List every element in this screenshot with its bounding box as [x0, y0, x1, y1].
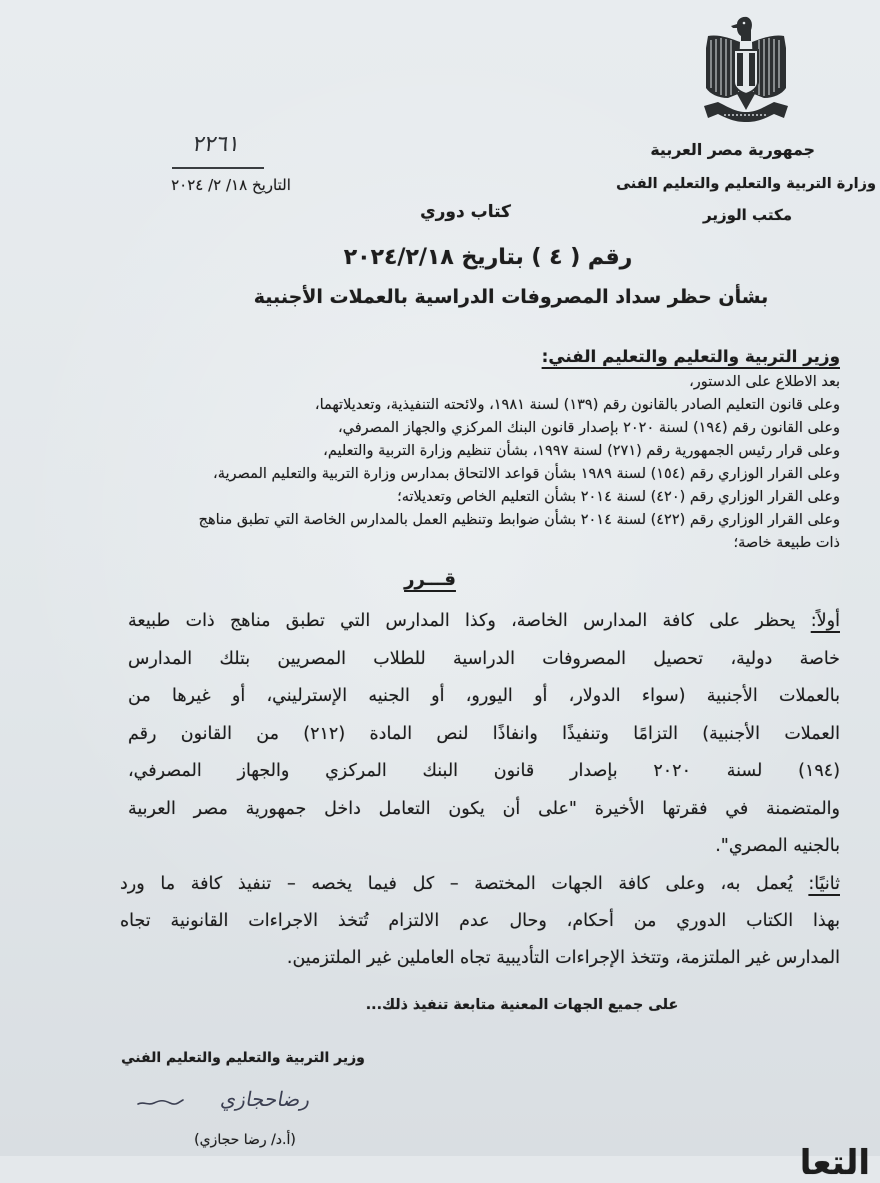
article-1-line: والمتضمنة في فقرتها الأخيرة "على أن يكون التعامل داخل جمهورية مصر العربية [128, 798, 840, 819]
preamble-line: بعد الاطلاع على الدستور، [689, 374, 840, 390]
preamble-line: وعلى القرار الوزاري رقم (١٥٤) لسنة ١٩٨٩ بشأن قواعد الالتحاق بمدارس وزارة التربية والتعليم المصرية، [213, 466, 840, 482]
signatory-name: (أ.د/ رضا حجازي) [194, 1132, 296, 1148]
article-1-line: العملات الأجنبية) التزامًا وتنفيذًا وانفاذًا لنص المادة (٢١٢) من القانون رقم [128, 723, 840, 744]
document-type: كتاب دوري [420, 202, 511, 222]
preamble-line: وعلى القانون رقم (١٩٤) لسنة ٢٠٢٠ بإصدار قانون البنك المركزي والجهاز المصرفي، [337, 420, 840, 436]
article-2 [120, 866, 840, 977]
header-ministry: وزارة التربية والتعليم والتعليم الفنى [616, 176, 876, 192]
document-subject: بشأن حظر سداد المصروفات الدراسية بالعملات الأجنبية [253, 286, 769, 308]
article-1-line: خاصة دولية، تحصيل المصروفات الدراسية للطلاب المصريين بتلك المدارس [128, 648, 840, 669]
article-1-line: (١٩٤) لسنة ٢٠٢٠ بإصدار قانون البنك المركزي والجهاز المصرفي، [128, 761, 841, 781]
article-2-line [120, 866, 840, 903]
header-country: جمهورية مصر العربية [650, 140, 815, 159]
header-office: مكتب الوزير [702, 206, 792, 224]
preamble-line: وعلى قانون التعليم الصادر بالقانون رقم (١٣٩) لسنة ١٩٨١، ولائحته التنفيذية، وتعديلاتهما، [314, 397, 840, 413]
letter-date: التاريخ ١٨/ ٢/ ٢٠٢٤ [171, 176, 291, 194]
preamble-heading: وزير التربية والتعليم والتعليم الفني: [541, 346, 840, 366]
article-2-line: بهذا الكتاب الدوري من أحكام، وحال عدم الالتزام تُتخذ الاجراءات القانونية تجاه [120, 911, 840, 931]
cropped-bottom-fragment: التعا [799, 1143, 870, 1183]
egypt-eagle-emblem-icon [700, 14, 790, 136]
article-1-line: بالعملات الأجنبية (سواء الدولار، أو اليورو، أو الجنيه الإسترليني، أو غيرها من [128, 686, 840, 706]
signature-text [188, 1084, 313, 1114]
eagle-emblem-graphic [700, 14, 790, 136]
closing-statement: على جميع الجهات المعنية متابعة تنفيذ ذلك... [365, 997, 679, 1013]
article-1-line [128, 603, 840, 641]
cropped-bottom-text [640, 1140, 880, 1183]
article-1-line: بالجنيه المصري". [715, 836, 840, 856]
preamble-line: وعلى القرار الوزاري رقم (٤٢٠) لسنة ٢٠١٤ بشأن التعليم الخاص وتعديلاته؛ [397, 489, 840, 505]
signatory-title: وزير التربية والتعليم والتعليم الفني [121, 1050, 365, 1066]
circular-number-date: رقم ( ٤ ) بتاريخ ٢٠٢٤/٢/١٨ [343, 245, 633, 270]
preamble-line: ذات طبيعة خاصة؛ [733, 535, 840, 551]
article-2-line: المدارس غير الملتزمة، وتتخذ الإجراءات التأديبية تجاه العاملين غير الملتزمين. [286, 948, 840, 968]
signature-handwriting: رضاحجازي [218, 1087, 313, 1111]
signature-stroke [135, 1082, 185, 1120]
article-1 [128, 603, 840, 866]
reference-number [168, 130, 266, 160]
handwritten-signature [135, 1082, 313, 1120]
reference-number-text: ٢٢٦١ [191, 132, 243, 157]
preamble [95, 371, 840, 555]
article-1-text: يحظر على كافة المدارس الخاصة، وكذا المدارس التي تطبق مناهج ذات طبيعة [128, 611, 796, 631]
reference-underline [172, 167, 264, 169]
decision-heading: قـــرر [404, 569, 456, 590]
preamble-line: وعلى قرار رئيس الجمهورية رقم (٢٧١) لسنة ١٩٩٧، بشأن تنظيم وزارة التربية والتعليم، [323, 443, 840, 459]
article-2-text: يُعمل به، وعلى كافة الجهات المختصة – كل فيما يخصه – تنفيذ كافة ما ورد [120, 874, 793, 894]
article-1-label: أولاً: [810, 611, 840, 631]
preamble-line: وعلى القرار الوزاري رقم (٤٢٢) لسنة ٢٠١٤ بشأن ضوابط وتنظيم العمل بالمدارس الخاصة التي تطبق مناهج [198, 512, 840, 528]
article-2-label: ثانيًا: [808, 874, 840, 894]
